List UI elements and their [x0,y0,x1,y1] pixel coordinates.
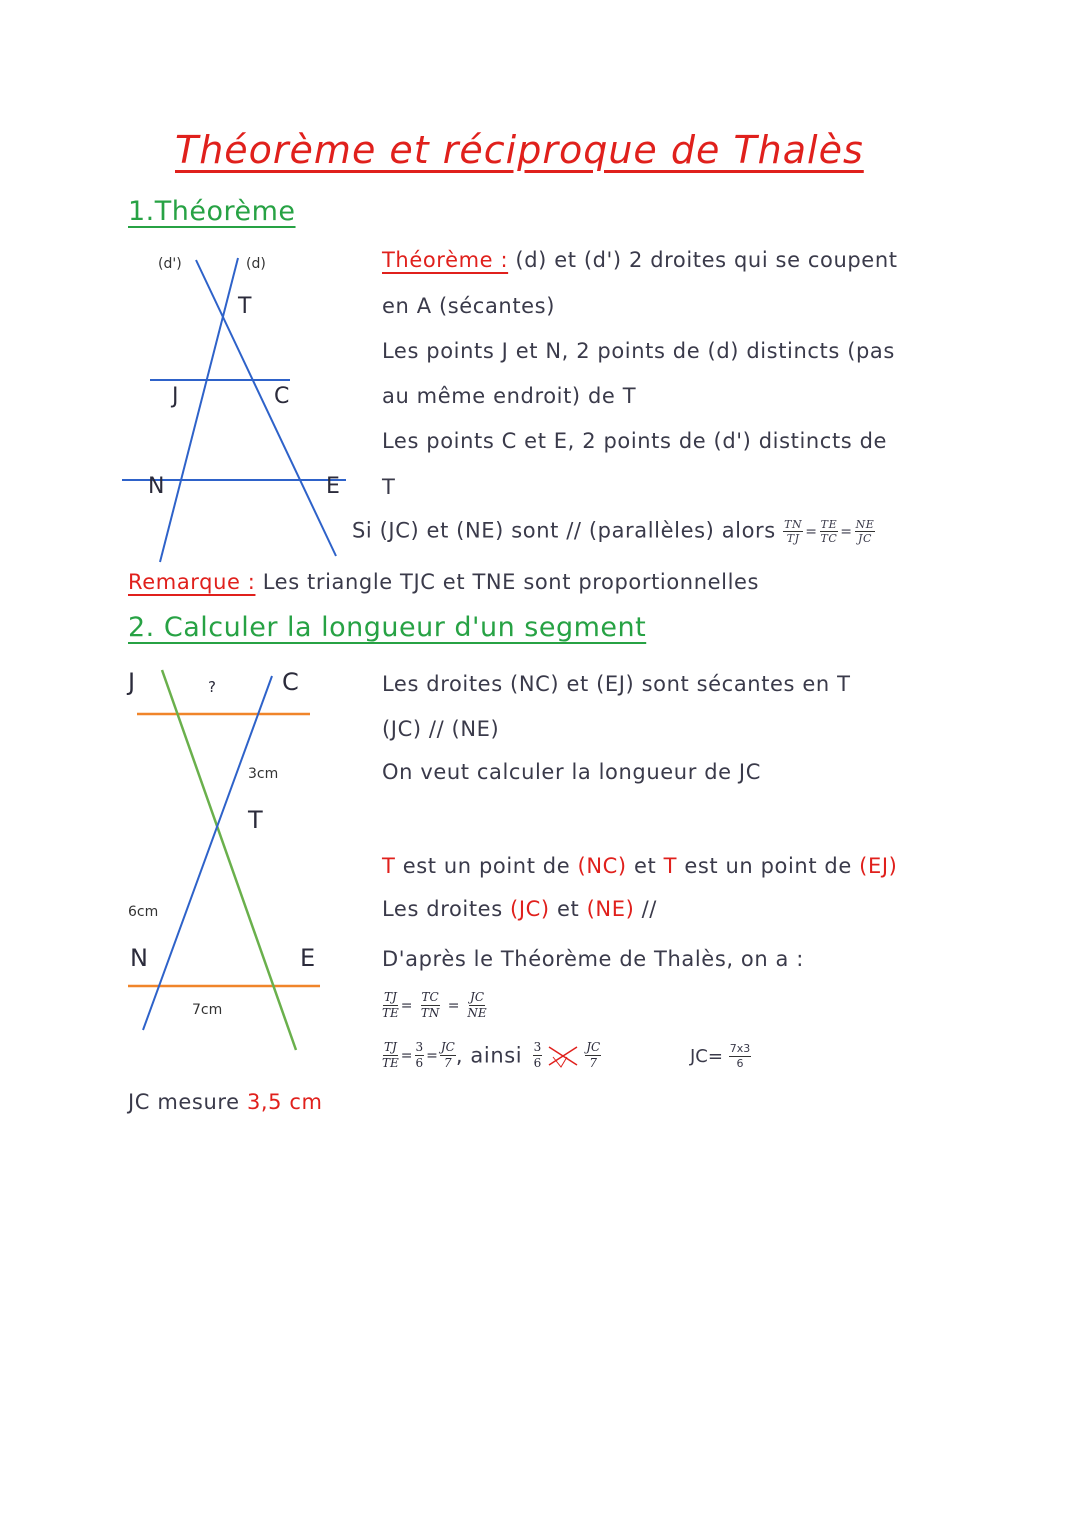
fig2-line-nc-blue [143,676,272,1030]
section2-heading: 2. Calculer la longueur d'un segment [128,612,647,643]
calc-equation: $\frac{TJ}{TE}$ = $\frac{3}{6}$ = $\frac{JC}{7}$ , ainsi $\frac{3}{6}$ $\frac{JC}{7}$ [382,1040,601,1070]
answer-value: 3,5 cm [246,1090,323,1114]
theorem-line-1: Théorème : (d) et (d') 2 droites qui se coupent [382,248,898,272]
theorem-label: Théorème : [382,248,509,272]
fig1-line-d [160,258,238,562]
fig2-length-7cm: 7cm [192,1002,223,1018]
fig2-point-c: C [282,668,299,696]
fig2-point-e: E [300,944,316,972]
fraction-ne-jc: $\frac{NE}{JC}$ [855,518,875,545]
s2-line-3: On veut calculer la longueur de JC [382,760,761,784]
theorem-conclusion: Si (JC) et (NE) sont // (parallèles) alors $\frac{TN}{TJ}$ = $\frac{TE}{TC}$ = $\frac{NE}{JC}$ [352,518,875,545]
theorem-line-5: Les points C et E, 2 points de (d') distincts de [382,429,888,453]
fraction-tn-tj: $\frac{TN}{TJ}$ [784,518,803,545]
fig2-unknown: ? [208,678,216,696]
fig1-line-dprime [196,260,336,556]
fig1-label-dprime: (d') [158,256,182,272]
theorem-line-3: Les points J et N, 2 points de (d) distincts (pas [382,339,895,363]
fig1-point-j: J [172,384,179,409]
s2-line-2: (JC) // (NE) [382,717,500,741]
theorem-line-4: au même endroit) de T [382,384,637,408]
fig2-point-n: N [130,944,148,972]
fig1-label-d: (d) [246,256,266,272]
theorem-line-2: en A (sécantes) [382,294,556,318]
page-title: Théorème et réciproque de Thalès [175,128,864,172]
theorem-line-6: T [382,475,396,499]
s2-line-6: D'après le Théorème de Thalès, on a : [382,947,804,971]
cross-multiply-mark [547,1043,581,1069]
fig1-point-c: C [274,384,290,409]
fig2-point-j: J [128,668,136,696]
remark-label: Remarque : [128,570,256,594]
fig1-point-e: E [326,474,340,499]
ratio-equation: $\frac{TJ}{TE}$ = $\frac{TC}{TN}$ = $\frac{JC}{NE}$ [382,990,487,1020]
fig1-point-t: T [238,294,252,319]
remark: Remarque : Les triangle TJC et TNE sont proportionnelles [128,570,760,594]
fraction-te-tc: $\frac{TE}{TC}$ [820,518,838,545]
fig2-length-3cm: 3cm [248,766,279,782]
s2-line-5: Les droites (JC) et (NE) // [382,897,657,921]
fig2-length-6cm: 6cm [128,904,159,920]
s2-line-1: Les droites (NC) et (EJ) sont sécantes en T [382,672,851,696]
section1-heading: 1.Théorème [128,196,296,227]
result-equation: JC= $\frac{7x3}{6}$ [690,1042,751,1070]
fig2-point-t: T [248,806,263,834]
answer: JC mesure 3,5 cm [128,1090,323,1114]
fig2-line-ej-green [162,670,296,1050]
fig1-point-n: N [148,474,165,499]
s2-line-4: T est un point de (NC) et T est un point de (EJ) [382,854,898,878]
